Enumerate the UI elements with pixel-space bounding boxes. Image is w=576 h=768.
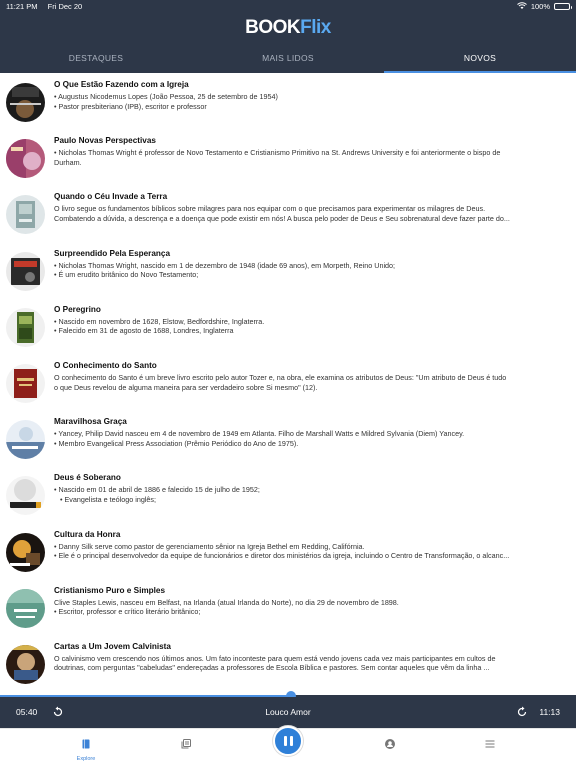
status-right	[517, 2, 570, 11]
book-desc-line: • Falecido em 31 de agosto de 1688, Londres, Inglaterra	[54, 326, 234, 336]
list-item[interactable]	[0, 523, 576, 579]
book-cover	[6, 645, 45, 684]
book-info	[54, 361, 568, 392]
book-info	[54, 530, 568, 561]
book-desc-line: doutrinas, com perguntas "cabeludas" endereçadas a professores de Escola Bíblica e pastores. Sem contar aqueles que vêm da linha ...	[54, 663, 490, 673]
nav-explore[interactable]	[66, 737, 106, 762]
book-icon	[80, 738, 92, 750]
nav-explore-label: Explore	[76, 756, 96, 762]
book-info	[54, 642, 568, 673]
book-desc-line: O calvinismo vem crescendo nos últimos anos. Um fato inconteste para quem está vendo jovens cada vez mais participantes em cultos de	[54, 653, 496, 663]
book-desc-line: O livro segue os fundamentos bíblicos sobre milagres para nos equipar com o que precisamos para experimentar os milagres de Deus.	[54, 204, 486, 214]
book-cover	[6, 252, 45, 291]
book-title: Cartas a Um Jovem Calvinista	[54, 641, 171, 651]
nav-profile[interactable]	[370, 737, 410, 755]
book-desc-line: O conhecimento do Santo é um breve livro escrito pelo autor Tozer e, na obra, ele examina os atributos de Deus: "Um atributo de Deus é tudo	[54, 372, 507, 382]
book-info	[54, 192, 568, 223]
book-desc-line: • Evangelista e teólogo inglês;	[54, 494, 157, 504]
remaining-time: 11:13	[539, 707, 560, 717]
book-desc-line: • Membro Evangelical Press Association (Prêmio Periódico do Ano de 1975).	[54, 438, 299, 448]
book-info	[54, 80, 568, 111]
book-cover	[6, 195, 45, 234]
forward-icon[interactable]	[516, 706, 528, 718]
book-desc-line: • Danny Silk serve como pastor de gerenciamento sênior na Igreja Bethel em Redding, Califórnia.	[54, 541, 365, 551]
book-desc-line: o que Deus revelou de alguma maneira para ser verdadeiro sobre Si mesmo" (12).	[54, 382, 318, 392]
list-item[interactable]	[0, 129, 576, 185]
list-item[interactable]	[0, 579, 576, 635]
pause-icon	[284, 736, 293, 746]
book-desc-line: • Nascido em novembro de 1628, Elstow, Bedfordshire, Inglaterra.	[54, 316, 265, 326]
book-info	[54, 136, 568, 167]
list-item[interactable]	[0, 354, 576, 410]
book-cover	[6, 364, 45, 403]
pause-button[interactable]	[273, 726, 303, 756]
audio-player	[0, 697, 576, 728]
list-item[interactable]	[0, 73, 576, 129]
tab-destaques[interactable]: DESTAQUES	[68, 53, 124, 63]
nav-menu[interactable]	[470, 737, 510, 755]
list-item[interactable]	[0, 635, 576, 691]
book-desc-line: • Nicholas Thomas Wright, nascido em 1 de dezembro de 1948 (idade 69 anos), em Morpeth, Reino Unido;	[54, 260, 396, 270]
tab-mais-lidos[interactable]: MAIS LIDOS	[262, 53, 314, 63]
book-title: O Que Estão Fazendo com a Igreja	[54, 80, 189, 89]
book-desc-line: • Augustus Nicodemus Lopes (João Pessoa, 25 de setembro de 1954)	[54, 92, 278, 101]
list-item[interactable]	[0, 298, 576, 354]
book-cover	[6, 83, 45, 122]
book-title: O Conhecimento do Santo	[54, 360, 157, 370]
book-desc-line: • Pastor presbiteriano (IPB), escritor e professor	[54, 101, 207, 111]
tab-novos[interactable]: NOVOS	[384, 46, 576, 73]
app-header	[0, 0, 576, 73]
elapsed-time: 05:40	[16, 707, 38, 717]
status-left	[6, 2, 90, 11]
book-cover	[6, 139, 45, 178]
status-bar	[0, 0, 576, 12]
book-desc-line: • Nascido em 01 de abril de 1886 e falecido 15 de julho de 1952;	[54, 485, 260, 495]
list-item[interactable]	[0, 185, 576, 241]
book-desc-line: Combatendo a dúvida, a descrença e a doença que pode existir em nós! A busca pelo poder de Deus e Seu sobrenatural deve fazer parte do...	[54, 213, 510, 223]
battery-icon	[554, 3, 570, 10]
battery-percent: 100%	[530, 1, 550, 11]
book-desc-line: • Escritor, professor e crítico literário britânico;	[54, 607, 201, 617]
track-title: Louco Amor	[265, 707, 311, 717]
book-info	[54, 249, 568, 280]
book-title: Maravilhosa Graça	[54, 417, 127, 427]
list-item[interactable]	[0, 242, 576, 298]
library-icon	[180, 738, 192, 750]
logo-flix: Flix	[300, 17, 331, 38]
book-title: Paulo Novas Perspectivas	[54, 136, 156, 146]
book-title: Surpreendido Pela Esperança	[54, 248, 171, 258]
book-desc-line: Durham.	[54, 157, 82, 167]
status-time: 11:21 PM	[6, 1, 38, 11]
category-tabs	[0, 46, 576, 73]
book-title: Quando o Céu Invade a Terra	[54, 192, 168, 202]
status-date: Fri Dec 20	[47, 1, 83, 11]
menu-icon	[484, 738, 496, 750]
book-title: O Peregrino	[54, 304, 101, 314]
book-desc-line: • Ele é o principal desenvolvedor da equipe de funcionários e diretor dos ministérios da igreja, incluindo o Centro de Transformação, o alcanc...	[54, 551, 510, 561]
book-info	[54, 417, 568, 448]
book-desc-line: Clive Staples Lewis, nasceu em Belfast, na Irlanda (atual Irlanda do Norte), no dia 29 de novembro de 1898.	[54, 597, 399, 607]
logo-book: BOOK	[245, 17, 301, 38]
list-item[interactable]	[0, 466, 576, 522]
book-title: Cristianismo Puro e Simples	[54, 585, 166, 595]
book-cover	[6, 308, 45, 347]
book-title: Cultura da Honra	[54, 529, 121, 539]
book-info	[54, 473, 568, 504]
book-cover	[6, 533, 45, 572]
book-cover	[6, 420, 45, 459]
app-logo	[0, 17, 576, 39]
book-cover	[6, 476, 45, 515]
book-info	[54, 586, 568, 617]
wifi-icon	[517, 2, 527, 10]
book-info	[54, 305, 568, 336]
book-cover	[6, 589, 45, 628]
book-desc-line: • É um erudito britânico do Novo Testamento;	[54, 270, 199, 280]
nav-library[interactable]	[166, 737, 206, 755]
list-item[interactable]	[0, 410, 576, 466]
book-title: Deus é Soberano	[54, 473, 121, 483]
book-desc-line: • Yancey, Philip David nasceu em 4 de novembro de 1949 em Atlanta. Filho de Marshall Watts e Mildred Sylvania (Diem) Yancey.	[54, 429, 465, 439]
user-icon	[384, 738, 396, 750]
book-desc-line: • Nicholas Thomas Wright é professor de Novo Testamento e Cristianismo Primitivo na St. Andrews University e foi anteriormente o bispo de	[54, 148, 501, 158]
book-list	[0, 73, 576, 693]
